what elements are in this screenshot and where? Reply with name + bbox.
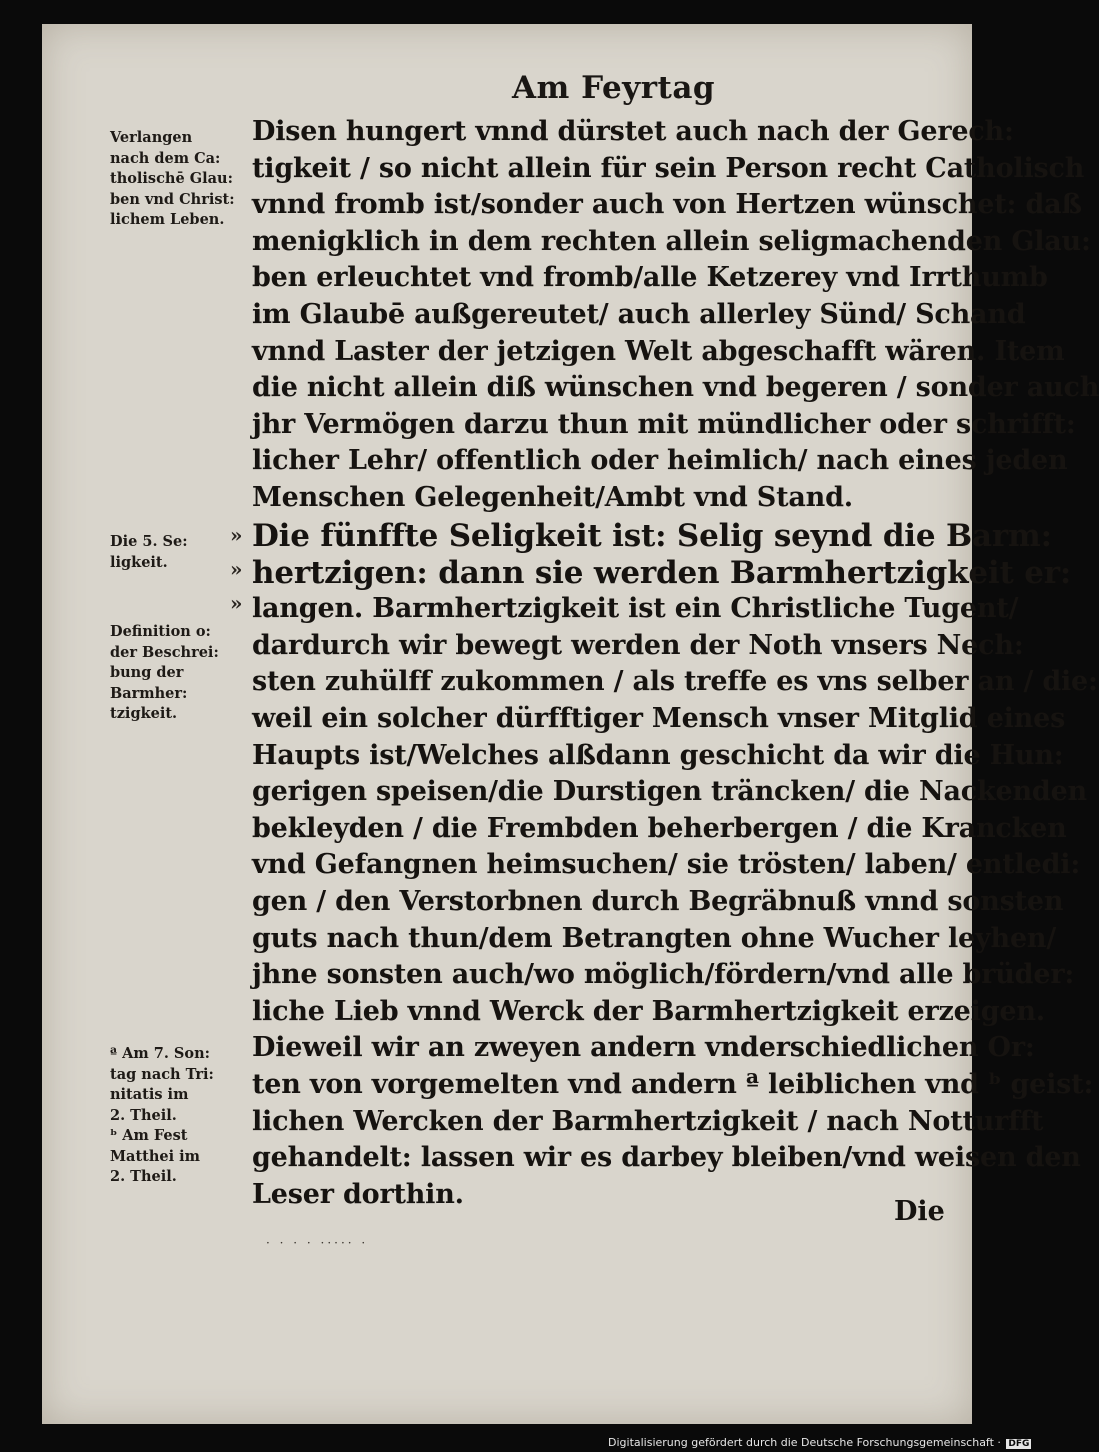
text-line: licher Lehr/ offentlich oder heimlich/ nach eines jeden — [252, 445, 1068, 477]
text-line: sten zuhülff zukommen / als treffe es vns selber an / die: — [252, 666, 1098, 698]
text-line: vnd Gefangnen heimsuchen/ sie trösten/ laben/ entledi: — [252, 849, 1081, 881]
main-text — [252, 114, 1099, 1210]
text-line: im Glaubē außgereutet/ auch allerley Sünd/ Schand — [252, 298, 1026, 330]
text-line: Haupts ist/Welches alßdann geschicht da wir die Hun: — [252, 739, 1064, 771]
digitization-footer — [608, 1436, 1031, 1449]
text-line: ben erleuchtet vnd fromb/alle Ketzerey vnd Irrthumb — [252, 262, 1048, 294]
text-line: tigkeit / so nicht allein für sein Person recht Catholisch — [252, 152, 1085, 184]
text-line: gehandelt: lassen wir es darbey bleiben/vnd weisen den — [252, 1142, 1081, 1174]
margin-note-sonntag: ª Am 7. Son: tag nach Tri: nitatis im 2. Theil. — [110, 1045, 214, 1124]
text-line: jhne sonsten auch/wo möglich/fördern/vnd alle brüder: — [252, 959, 1075, 991]
catchword: Die — [894, 1196, 945, 1227]
document-page — [42, 24, 1099, 1424]
text-line: Disen hungert vnnd dürstet auch nach der Gerech: — [252, 116, 1014, 147]
text-line: dardurch wir bewegt werden der Noth vnsers Nech: — [252, 629, 1024, 661]
text-line: langen. Barmhertzigkeit ist ein Christliche Tugent/ — [252, 593, 1019, 625]
text-line: menigklich in dem rechten allein seligmachenden Glau: — [252, 225, 1091, 257]
text-line: liche Lieb vnnd Werck der Barmhertzigkeit erzeigen. — [252, 995, 1045, 1027]
text-line: die nicht allein diß wünschen vnd begeren / sonder auch — [252, 372, 1099, 404]
margin-note-verlangen: Verlangen nach dem Ca: tholischē Glau: ben vnd Christ: lichem Leben. — [110, 129, 235, 228]
text-line: Dieweil wir an zweyen andern vnderschiedlichen Or: — [252, 1032, 1035, 1064]
text-line: Menschen Gelegenheit/Ambt vnd Stand. — [252, 481, 853, 513]
text-line: weil ein solcher dürfftiger Mensch vnser Mitglid eines — [252, 702, 1066, 734]
paragraph-1 — [252, 114, 1099, 517]
footer-text: Digitalisierung gefördert durch die Deutsche Forschungsgemeinschaft · — [608, 1436, 1001, 1449]
quote-marks: » » » — [230, 523, 243, 615]
margin-note-definition: Definition o: der Beschrei: bung der Barmher: tzigkeit. — [110, 623, 219, 722]
text-line: Leser dorthin. — [252, 1178, 464, 1210]
running-title: Am Feyrtag — [512, 70, 716, 106]
text-line: vnnd Laster der jetzigen Welt abgeschafft wären. Item — [252, 335, 1065, 367]
text-line: ten von vorgemelten vnd andern ª leiblichen vnd ᵇ geist: — [252, 1068, 1094, 1100]
margin-note-seligkeit: Die 5. Se: ligkeit. — [110, 533, 188, 571]
text-line: lichen Wercken der Barmhertzigkeit / nach Notturfft — [252, 1105, 1044, 1137]
text-line: gen / den Verstorbnen durch Begräbnuß vnnd sonsten — [252, 885, 1064, 917]
text-line: gerigen speisen/die Durstigen träncken/ die Nackenden — [252, 776, 1087, 808]
margin-note-fest: ᵇ Am Fest Matthei im 2. Theil. — [110, 1127, 201, 1185]
paragraph-2 — [252, 518, 1098, 1213]
ink-specks: · · · · ····· · — [266, 1236, 369, 1250]
dfg-logo-icon: DFG — [1008, 1439, 1030, 1449]
text-line: guts nach thun/dem Betrangten ohne Wucher leyhen/ — [252, 922, 1057, 954]
text-line: jhr Vermögen darzu thun mit mündlicher oder schrifft: — [252, 408, 1076, 440]
text-line: Die fünffte Seligkeit ist: Selig seynd die Barm: — [252, 518, 1052, 554]
text-line: hertzigen: dann sie werden Barmhertzigkeit er: — [252, 554, 1072, 591]
text-line: bekleyden / die Frembden beherbergen / die Krancken — [252, 812, 1067, 844]
text-line: vnnd fromb ist/sonder auch von Hertzen wünschet: daß — [252, 189, 1082, 221]
